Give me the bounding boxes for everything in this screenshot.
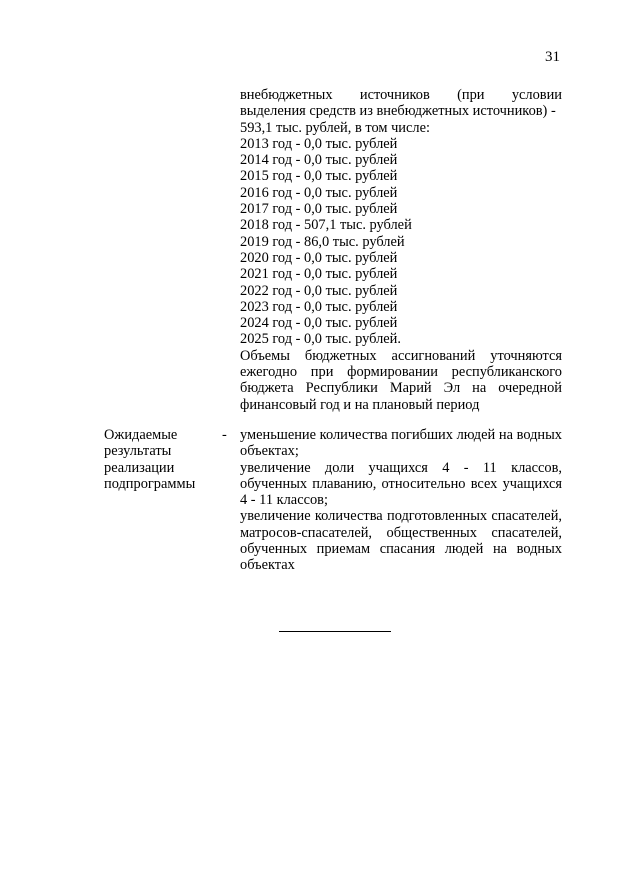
funding-year-line: 2025 год - 0,0 тыс. рублей.: [240, 331, 401, 348]
funding-year-line: 2016 год - 0,0 тыс. рублей: [240, 184, 398, 201]
funding-section: [240, 87, 562, 413]
funding-year-line: 2019 год - 86,0 тыс. рублей: [240, 233, 405, 250]
funding-intro-word: внебюджетных: [240, 87, 333, 103]
end-rule: [279, 631, 391, 632]
results-label-line: Ожидаемые: [104, 427, 178, 443]
results-label-line: подпрограммы: [104, 475, 196, 492]
results-label-line: реализации: [104, 459, 175, 476]
funding-year-line: 2022 год - 0,0 тыс. рублей: [240, 282, 398, 299]
results-label-line: результаты: [104, 443, 172, 460]
funding-intro-rest: выделения средств из внебюджетных источников) -: [240, 103, 556, 120]
funding-total: 593,1 тыс. рублей, в том числе:: [240, 119, 430, 136]
funding-year-line: 2013 год - 0,0 тыс. рублей: [240, 135, 398, 152]
result-item: увеличение количества подготовленных спасателей, матросов-спасателей, общественных спасателей, обученных приемам спасания людей на водных объектах: [240, 508, 562, 574]
funding-year-line: 2020 год - 0,0 тыс. рублей: [240, 249, 398, 266]
funding-year-line: 2014 год - 0,0 тыс. рублей: [240, 152, 398, 169]
funding-note: Объемы бюджетных ассигнований уточняются ежегодно при формировании республиканского бюджета Республики Марий Эл на очередной финансовый год и на плановый период: [240, 347, 562, 413]
results-label: [104, 427, 209, 492]
result-item: уменьшение количества погибших людей на водных объектах;: [240, 427, 562, 460]
funding-year-line: 2015 год - 0,0 тыс. рублей: [240, 168, 398, 185]
funding-year-line: 2018 год - 507,1 тыс. рублей: [240, 217, 412, 234]
funding-intro-line: [240, 87, 562, 103]
funding-year-line: 2017 год - 0,0 тыс. рублей: [240, 201, 398, 218]
funding-year-line: 2023 год - 0,0 тыс. рублей: [240, 298, 398, 315]
result-item: увеличение доли учащихся 4 - 11 классов, обученных плаванию, относительно всех учащихся 4 - 11 классов;: [240, 459, 562, 509]
label-dash: -: [222, 427, 227, 443]
funding-intro-word: условии: [511, 87, 562, 103]
results-section: [240, 427, 562, 574]
page-number: 31: [545, 49, 560, 65]
funding-year-line: 2024 год - 0,0 тыс. рублей: [240, 315, 398, 332]
funding-year-line: 2021 год - 0,0 тыс. рублей: [240, 266, 398, 283]
funding-intro-word: (при: [457, 87, 485, 103]
funding-intro-word: источников: [359, 87, 430, 103]
